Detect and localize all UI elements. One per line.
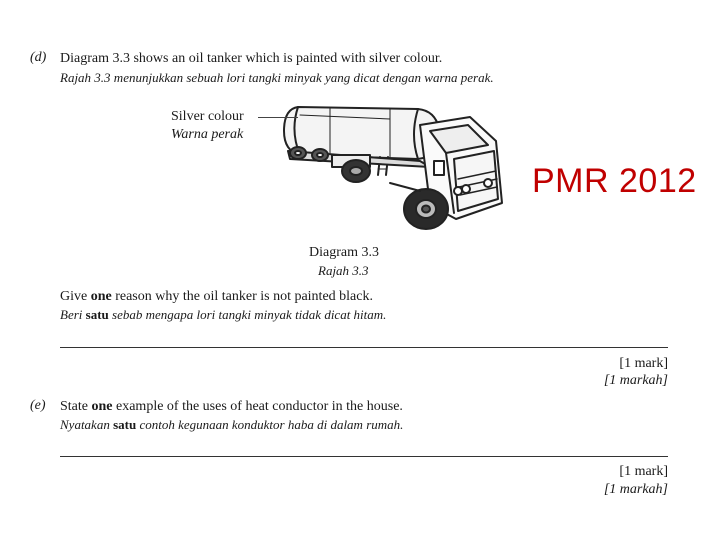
question-d-prompt-en: Give one reason why the oil tanker is not painted black. <box>60 289 373 304</box>
marks-e-ms: [1 markah] <box>603 482 668 497</box>
marks-d-ms: [1 markah] <box>603 373 668 388</box>
question-d-text-en: Diagram 3.3 shows an oil tanker which is painted with silver colour. <box>60 51 443 66</box>
diagram-caption-ms: Rajah 3.3 <box>318 263 369 278</box>
marks-d-en: [1 mark] <box>619 356 668 371</box>
callout-silver-ms: Warna perak <box>171 127 244 142</box>
question-e-prompt-ms: Nyatakan satu contoh kegunaan konduktor haba di dalam rumah. <box>60 417 404 432</box>
answer-line-d[interactable] <box>60 347 668 348</box>
question-e-prompt-en: State one example of the uses of heat conductor in the house. <box>60 399 403 414</box>
question-e-label: (e) <box>30 398 46 413</box>
question-d-label: (d) <box>30 50 47 65</box>
marks-e-en: [1 mark] <box>619 464 668 479</box>
callout-line <box>258 117 298 118</box>
question-d-prompt-ms: Beri satu sebab mengapa lori tangki minyak tidak dicat hitam. <box>60 307 387 322</box>
callout-silver-en: Silver colour <box>171 109 244 124</box>
answer-line-e[interactable] <box>60 456 668 457</box>
diagram-caption-en: Diagram 3.3 <box>309 245 379 260</box>
question-d-text-ms: Rajah 3.3 menunjukkan sebuah lori tangki minyak yang dicat dengan warna perak. <box>60 70 494 85</box>
exam-year-label: PMR 2012 <box>532 162 697 200</box>
oil-tanker-illustration <box>270 95 530 240</box>
